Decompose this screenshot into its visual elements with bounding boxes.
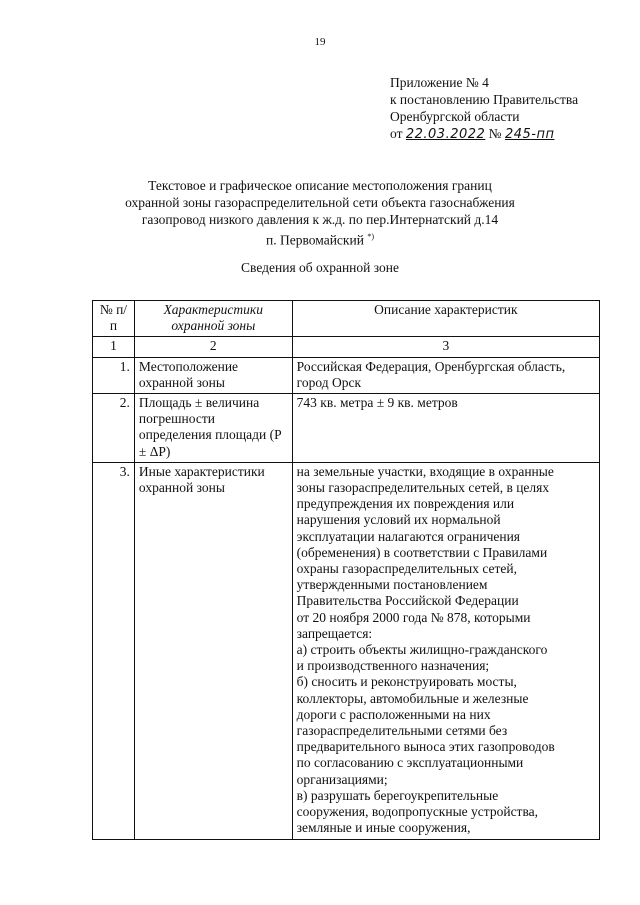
description-line: утвержденными постановлением (296, 577, 488, 593)
header-characteristic: Характеристики охранной зоны (134, 301, 292, 337)
description-line: а) строить объекты жилищно-гражданского (296, 642, 548, 658)
column-number-3: 3 (292, 337, 599, 357)
description-line: коллекторы, автомобильные и железные (296, 690, 529, 706)
description-line: газораспределительными сетями без (296, 723, 508, 739)
table-header-row (93, 301, 600, 337)
title-line-3: газопровод низкого давления к ж.д. по пер.Интернатский д.14 (141, 212, 499, 227)
column-numbers-row (93, 337, 600, 357)
appendix-line-2: к постановлению Правительства (390, 92, 579, 107)
row-description (292, 462, 599, 839)
page-number: 19 (314, 36, 326, 48)
description-line: охраны газораспределительных сетей, (296, 561, 517, 577)
description-line: нарушения условий их нормальной (296, 512, 501, 528)
title-line-1: Текстовое и графическое описание местоположения границ (148, 178, 492, 193)
table-row (93, 394, 600, 463)
description-line: (обременения) в соответствии с Правилами (296, 544, 548, 560)
row-number: 2. (93, 394, 135, 463)
description-line: сооружения, водопропускные устройства, (296, 804, 539, 820)
row-description: Российская Федерация, Оренбургская область, город Орск (292, 357, 599, 393)
table-row (93, 462, 600, 839)
header-description: Описание характеристик (292, 301, 599, 337)
number-sign: № (488, 126, 502, 141)
row-description: 743 кв. метра ± 9 кв. метров (292, 394, 599, 463)
appendix-date-line (390, 125, 578, 143)
table-row (93, 357, 600, 393)
description-line: предварительного выноса этих газопроводов (296, 739, 555, 755)
footnote-mark: *) (367, 232, 374, 241)
row-characteristic: Местоположение охранной зоны (134, 357, 292, 393)
description-line: и производственного назначения; (296, 658, 490, 674)
row-characteristic: Иные характеристики охранной зоны (134, 462, 292, 839)
row-number: 3. (93, 462, 135, 839)
section-subtitle: Сведения об охранной зоне (241, 260, 399, 275)
description-line: запрещается: (296, 625, 373, 641)
description-line: предупреждения их повреждения или (296, 496, 515, 512)
header-number: № п/п (93, 301, 135, 337)
description-line: от 20 ноября 2000 года № 878, которыми (296, 609, 531, 625)
row-number: 1. (93, 357, 135, 393)
description-line: б) сносить и реконструировать мосты, (296, 674, 517, 690)
column-number-2: 2 (134, 337, 292, 357)
title-line-4: п. Первомайский *) (266, 232, 374, 248)
title-line-2: охранной зоны газораспределительной сети объекта газоснабжения (125, 195, 515, 210)
description-line: земляные и иные сооружения, (296, 820, 471, 836)
appendix-line-1: Приложение № 4 (390, 75, 489, 90)
date-prefix: от (390, 126, 403, 141)
description-line: по согласованию с эксплуатационными (296, 755, 524, 771)
appendix-block (390, 74, 578, 143)
description-line: на земельные участки, входящие в охранные (296, 463, 554, 479)
handwritten-date: 22.03.2022 (405, 127, 486, 142)
description-line: Правительства Российской Федерации (296, 593, 519, 609)
description-line: дороги с расположенными на них (296, 706, 491, 722)
protection-zone-table (92, 300, 600, 840)
description-line: организациями; (296, 771, 388, 787)
document-title (70, 177, 570, 249)
description-line: эксплуатации налагаются ограничения (296, 528, 521, 544)
row-characteristic: Площадь ± величина погрешности определения площади (P ± ΔP) (134, 394, 292, 463)
description-line: в) разрушать берегоукрепительные (296, 787, 499, 803)
column-number-1: 1 (93, 337, 135, 357)
appendix-line-3: Оренбургской области (390, 109, 520, 124)
handwritten-number: 245-пп (504, 127, 555, 142)
description-line: зоны газораспределительных сетей, в целях (296, 480, 550, 496)
